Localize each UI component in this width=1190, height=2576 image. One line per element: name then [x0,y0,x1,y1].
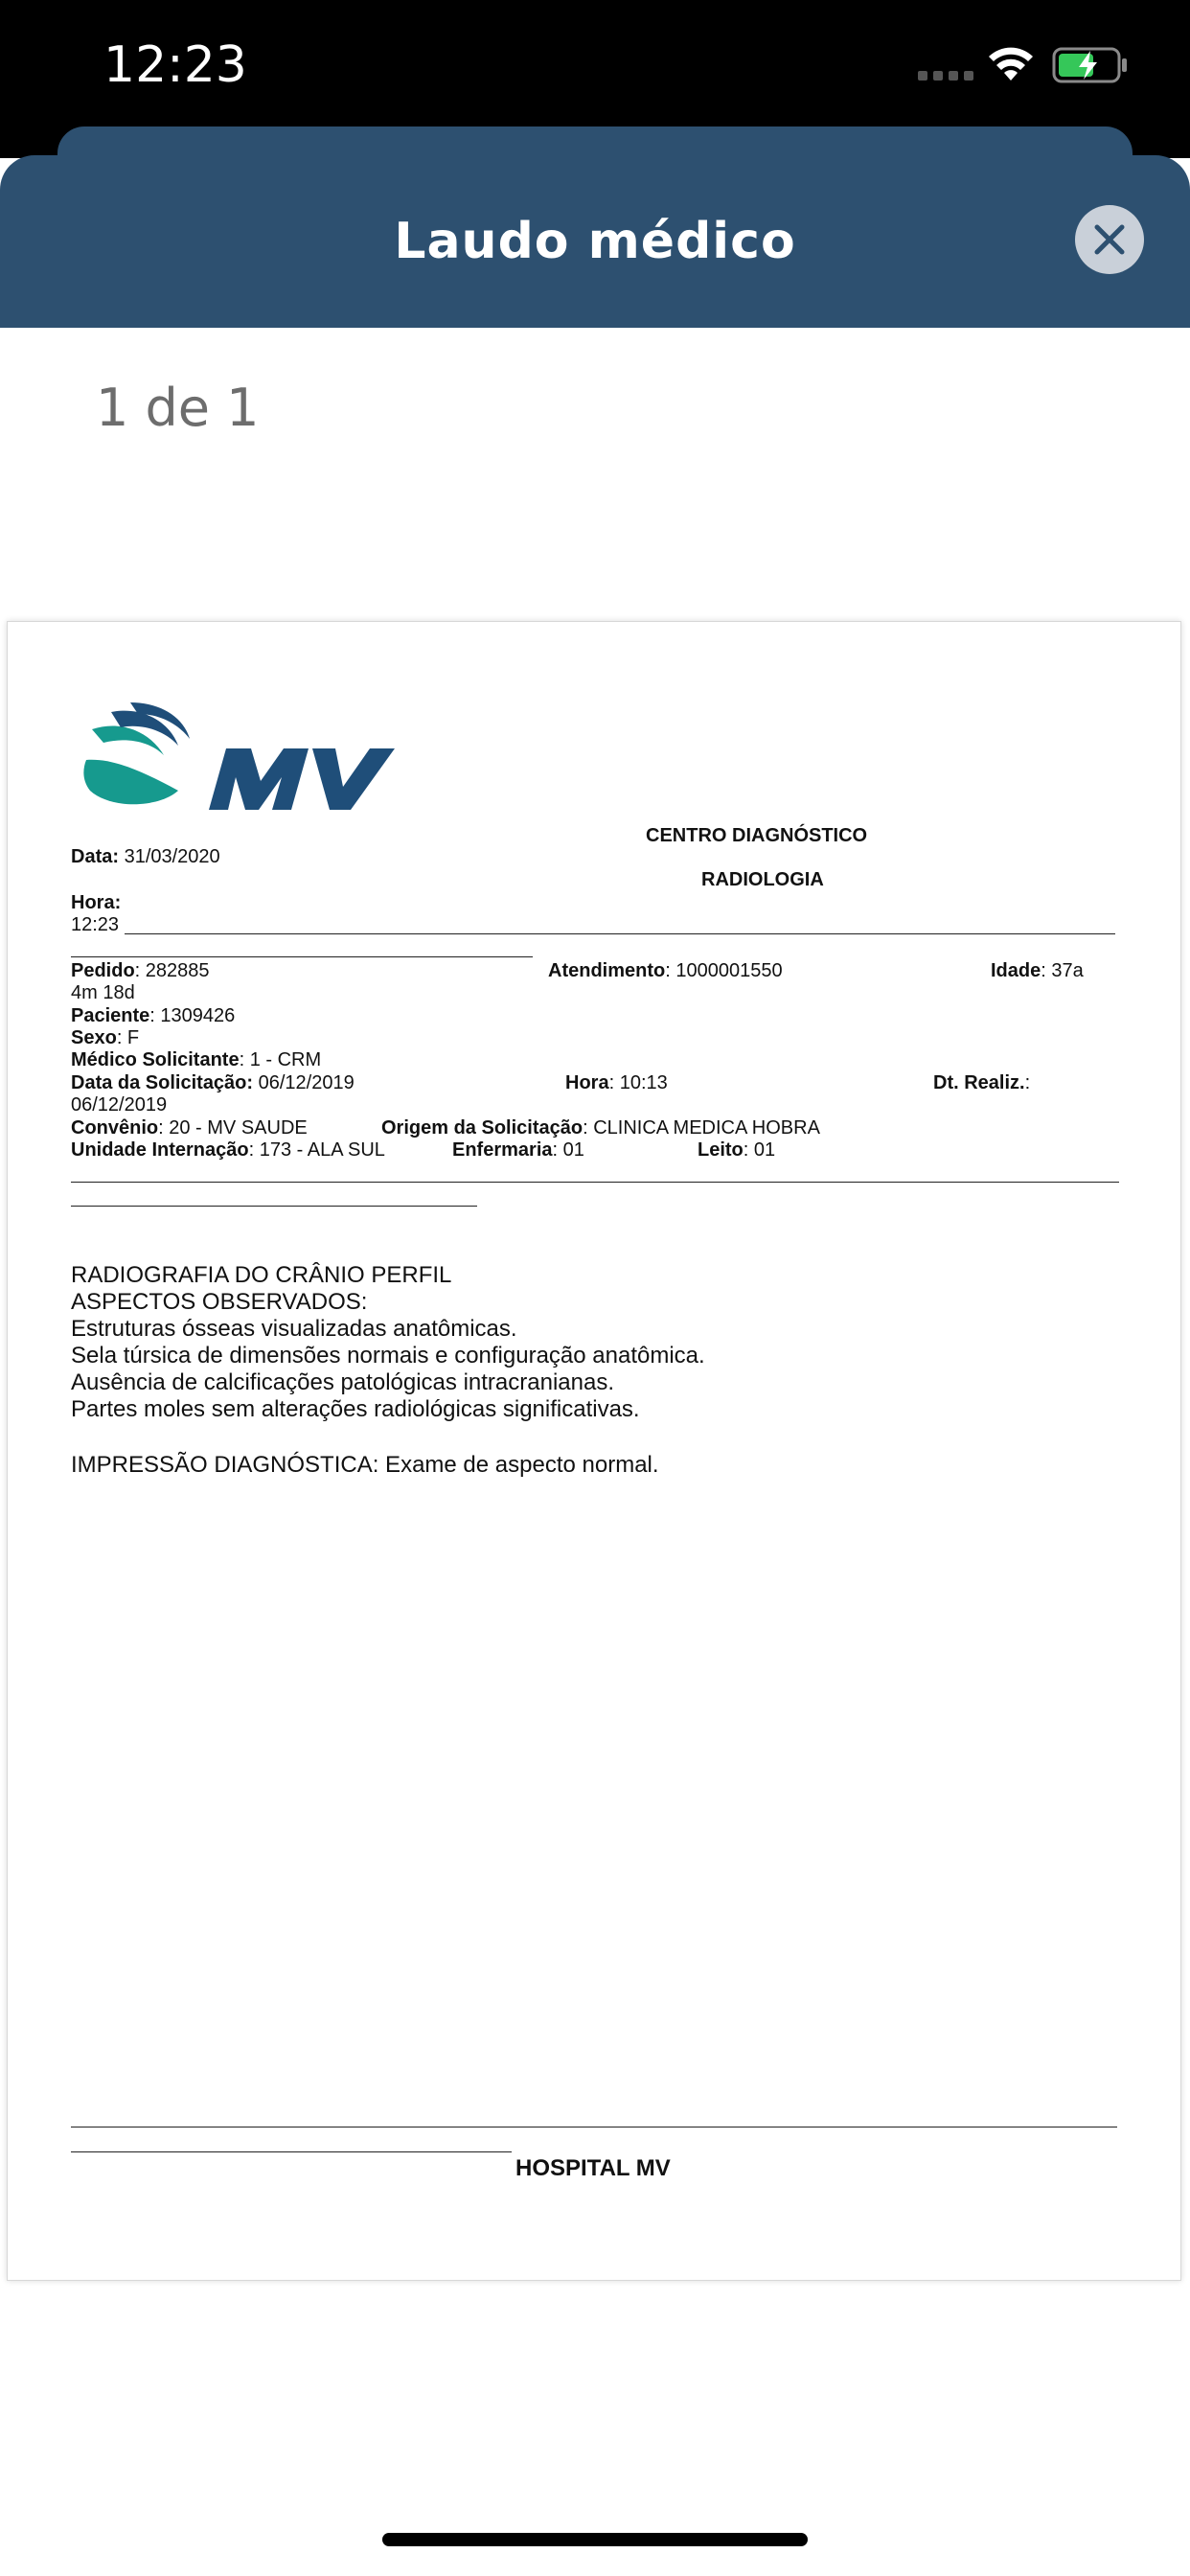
unidade-field: Unidade Internação: 173 - ALA SUL [71,1139,385,1161]
leito-field: Leito: 01 [698,1139,776,1161]
convenio-field: Convênio: 20 - MV SAUDE [71,1117,308,1138]
date-field [71,846,220,868]
close-icon [1092,222,1127,257]
date-value: 31/03/2020 [119,846,220,867]
modal-title: Laudo médico [394,213,796,270]
cellular-signal-icon [918,71,973,80]
diagnostic-impression: IMPRESSÃO DIAGNÓSTICA: Exame de aspecto normal. [71,1452,659,1478]
time-label: Hora: [71,892,122,913]
idade-continuation: 4m 18d [71,982,135,1003]
divider [71,956,533,957]
report-line: Estruturas ósseas visualizadas anatômicas. [71,1316,517,1342]
atendimento-field: Atendimento: 1000001550 [548,960,783,981]
paciente-field: Paciente: 1309426 [71,1005,236,1026]
wifi-icon [987,44,1035,82]
status-time: 12:23 [103,36,247,94]
footer-hospital: HOSPITAL MV [515,2155,671,2181]
medico-field: Médico Solicitante: 1 - CRM [71,1049,322,1070]
divider [71,1206,477,1207]
report-line: Partes moles sem alterações radiológicas significativas. [71,1396,640,1422]
report-line: Ausência de calcificações patológicas intracranianas. [71,1369,614,1395]
report-line: Sela túrsica de dimensões normais e configuração anatômica. [71,1343,705,1368]
close-button[interactable] [1075,205,1144,274]
report-document[interactable] [7,621,1181,2281]
page-indicator: 1 de 1 [96,378,260,438]
sexo-field: Sexo: F [71,1027,140,1048]
divider [71,2151,512,2152]
date-label: Data: [71,846,120,867]
battery-charging-icon [1052,46,1129,84]
report-line: RADIOGRAFIA DO CRÂNIO PERFIL [71,1262,452,1288]
origem-field: Origem da Solicitação: CLINICA MEDICA HOBRA [381,1117,820,1138]
home-indicator[interactable] [382,2533,808,2546]
hora-solicitacao-field: Hora: 10:13 [565,1072,668,1093]
enfermaria-field: Enfermaria: 01 [452,1139,584,1161]
department-name: RADIOLOGIA [701,869,824,890]
data-solicitacao-field: Data da Solicitação: 06/12/2019 [71,1072,355,1093]
dt-realiz-field: Dt. Realiz.: [933,1072,1031,1093]
report-line: ASPECTOS OBSERVADOS: [71,1289,368,1315]
modal-header [0,155,1190,328]
center-name: CENTRO DIAGNÓSTICO [646,825,868,846]
divider [125,933,1115,934]
idade-field: Idade: 37a [991,960,1084,981]
pedido-field: Pedido: 282885 [71,960,210,981]
mv-logo [82,702,408,814]
divider [71,1182,1119,1183]
dt-realiz-continuation: 06/12/2019 [71,1094,168,1116]
divider [71,2127,1117,2128]
time-value: 12:23 [71,914,120,935]
